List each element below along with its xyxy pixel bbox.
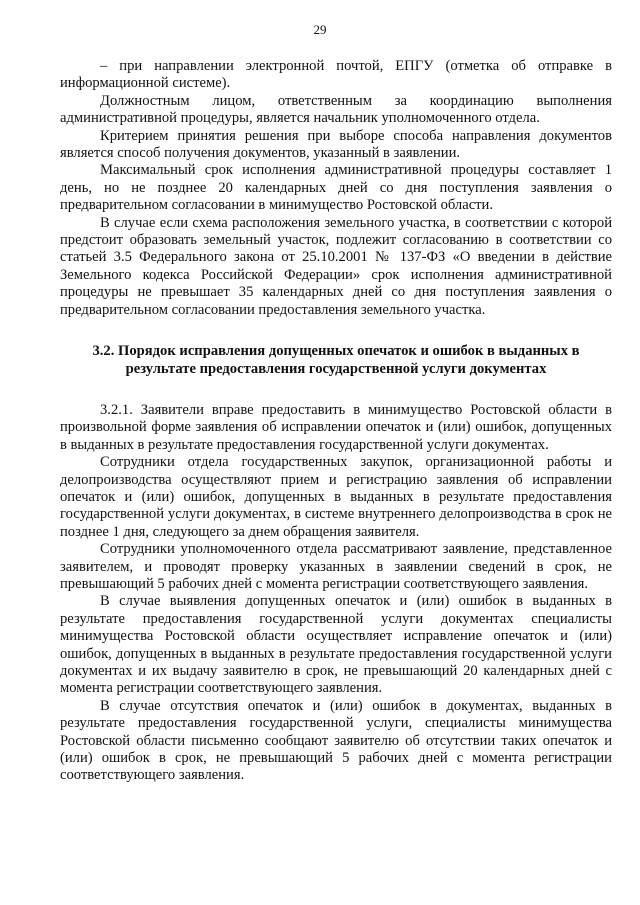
paragraph-applicant-rights: 3.2.1. Заявители вправе предоставить в минимущество Ростовской области в произвольной форме заявления об исправлении опечаток и (или) ошибок, допущенных в выданных в результате предоставления государственной услуги документах. [60,401,612,453]
paragraph-registration: Сотрудники отдела государственных закупок, организационной работы и делопроизводства осуществляют прием и регистрацию заявления об исправлении опечаток и (или) ошибок, допущенных в выданных в результате предоставления государственной услуги документах, в системе внутреннего делопроизводства в срок не позднее 1 дня, следующего за днем обращения заявителя. [60,454,612,540]
section-heading: 3.2. Порядок исправления допущенных опечаток и ошибок в выданных в результате предоставления государственной услуги документах [92,343,580,377]
document-body [60,58,612,785]
paragraph-correction: В случае выявления допущенных опечаток и (или) ошибок в выданных в результате предоставления государственной услуги документах специалисты минимущества Ростовской области осуществляет исправление опечаток и (или) ошибок, допущенных в выданных в результате предоставления государственной услуги документах и их выдачу заявителю в срок, не превышающий 20 календарных дней с момента регистрации соответствующего заявления. [60,593,612,697]
paragraph-review: Сотрудники уполномоченного отдела рассматривают заявление, представленное заявителем, и проводят проверку указанных в заявлении сведений в срок, не превышающий 5 рабочих дней с момента регистрации соответствующего заявления. [60,541,612,592]
paragraph-land-scheme: В случае если схема расположения земельного участка, в соответствии с которой предстоит образовать земельный участок, подлежит согласованию в соответствии со статьей 3.5 Федерального закона от 25.10.2001 № 137-ФЗ «О введении в действие Земельного кодекса Российской Федерации» срок исполнения административной процедуры не превышает 35 календарных дней со дня поступления заявления о предварительном согласовании предоставления земельного участка. [60,214,612,318]
paragraph-delivery-method: – при направлении электронной почтой, ЕПГУ (отметка об отправке в информационной системе). [60,58,612,92]
paragraph-max-duration: Максимальный срок исполнения административной процедуры составляет 1 день, но не позднее 20 календарных дней со дня поступления заявления о предварительном согласовании в минимущество Ростовской области. [60,162,612,214]
paragraph-no-errors: В случае отсутствия опечаток и (или) ошибок в документах, выданных в результате предоставления государственной услуги, специалисты минимущества Ростовской области письменно сообщают заявителю об отсутствии таких опечаток и (или) ошибок в срок, не превышающий 5 рабочих дней с момента регистрации соответствующего заявления. [60,697,612,784]
page-number: 29 [313,22,327,37]
paragraph-responsible-official: Должностным лицом, ответственным за координацию выполнения административной процедуры, является начальник уполномоченного отдела. [60,92,612,127]
paragraph-decision-criterion: Критерием принятия решения при выборе способа направления документов является способ получения документов, указанный в заявлении. [60,127,612,162]
